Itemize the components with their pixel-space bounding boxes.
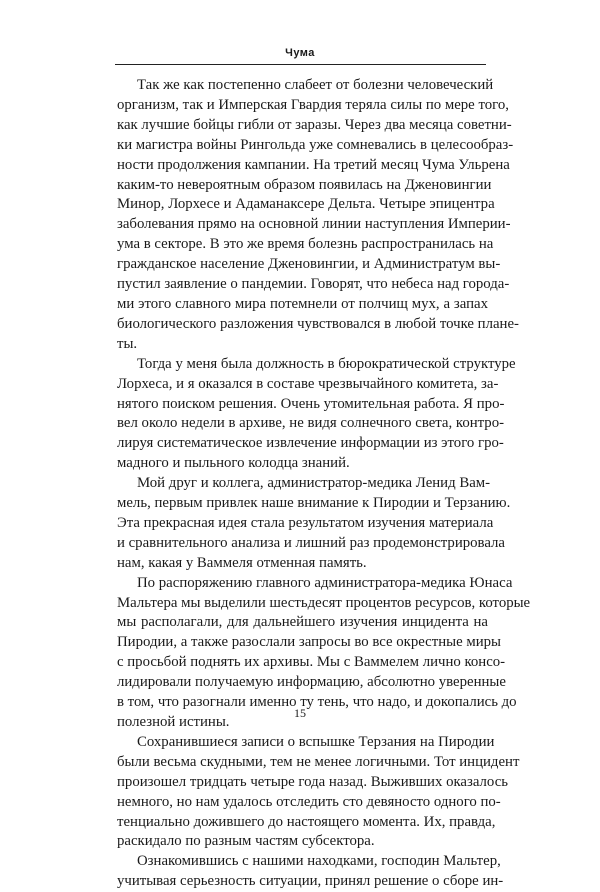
text-line: лидировали получаемую информацию, абсолютно уверенные (117, 674, 506, 691)
running-title: Чума (285, 47, 315, 59)
text-line: Минор, Лорхесе и Адаманаксере Дельта. Четыре эпицентра (117, 196, 495, 213)
text-line: мель, первым привлек наше внимание к Пиродии и Терзанию. (117, 495, 511, 512)
text-line: заболевания прямо на основной линии наступления Империи- (117, 216, 511, 233)
text-line: мы располагали, для дальнейшего изучения инцидента на (117, 614, 488, 631)
paragraph (117, 355, 516, 474)
text-line: Ознакомившись с нашими находками, господин Мальтер, (137, 853, 501, 870)
text-line: с просьбой поднять их архивы. Мы с Ваммелем лично консо- (117, 654, 506, 671)
text-line: Сохранившиеся записи о вспышке Терзания на Пиродии (137, 733, 495, 750)
text-line: нам, какая у Ваммеля отменная память. (117, 554, 367, 571)
text-line: произошел тридцать четыре года назад. Выживших оказалось (117, 773, 509, 790)
text-line: немного, но нам удалось отследить сто девяносто одного по- (117, 793, 501, 810)
text-line: Так же как постепенно слабеет от болезни человеческий (137, 77, 494, 93)
paragraph (117, 474, 511, 574)
text-line: биологического разложения чувствовался в любой точке плане- (117, 315, 519, 332)
text-line: ума в секторе. В это же время болезнь распространилась на (117, 236, 494, 253)
text-line: По распоряжению главного администратора-медика Юнаса (137, 574, 513, 591)
text-line: Мой друг и коллега, администратор-медика Ленид Вам- (137, 475, 491, 492)
paragraph (117, 733, 520, 852)
page-number: 15 (294, 706, 306, 720)
body-text (117, 76, 531, 892)
text-line: Мальтера мы выделили шестьдесят процентов ресурсов, которые (117, 594, 531, 611)
text-line: ки магистра войны Рингольда уже сомневались в целесообраз- (117, 136, 514, 153)
text-line: раскидало по разным частям субсектора. (117, 833, 375, 850)
text-line: ми этого славного мира потемнели от полчищ мух, а запах (117, 295, 488, 312)
text-line: Лорхеса, и я оказался в составе чрезвычайного комитета, за- (117, 375, 499, 392)
header-rule (115, 64, 486, 65)
text-line: гражданское население Дженовингии, и Администратум вы- (117, 256, 501, 273)
text-line: вел около недели в архиве, не видя солнечного света, контро- (117, 415, 505, 432)
paragraph (117, 76, 519, 355)
text-line: как лучшие бойцы гибли от заразы. Через два месяца советни- (117, 116, 512, 133)
text-line: ты. (117, 335, 138, 352)
paragraph (117, 852, 504, 892)
text-line: тенциально дожившего до настоящего момента. Их, правда, (117, 813, 496, 830)
text-line: были весьма скудными, тем не менее логичными. Тот инцидент (117, 753, 520, 770)
text-line: пустил заявление о пандемии. Говорят, что небеса над городa- (117, 276, 510, 293)
text-line: Эта прекрасная идея стала результатом изучения материала (117, 514, 494, 531)
text-line: Тогда у меня была должность в бюрократической структуре (137, 355, 516, 372)
text-line: ности продолжения кампании. На третий месяц Чума Ульрена (117, 156, 510, 173)
text-line: в том, что разогнали именно ту тень, что надо, и докопались до (117, 694, 517, 711)
text-line: учитывая серьезность ситуации, принял решение о сборе ин- (117, 873, 504, 890)
text-line: нятого поиском решения. Очень утомительная работа. Я про- (117, 395, 505, 412)
text-line: Пиродии, а также разослали запросы во все окрестные миры (117, 634, 501, 651)
text-line: и сравнительного анализа и лишний раз продемонстрировала (117, 534, 505, 551)
text-line: организм, так и Имперская Гвардия теряла силы по мере того, (117, 96, 509, 113)
text-line: каким-то невероятным образом появилась на Дженовингии (117, 176, 492, 193)
text-line: лируя систематическое извлечение информации из этого гро- (117, 435, 504, 452)
text-line: мадного и пыльного колодца знаний. (117, 455, 350, 472)
text-line: полезной истины. (117, 714, 230, 730)
